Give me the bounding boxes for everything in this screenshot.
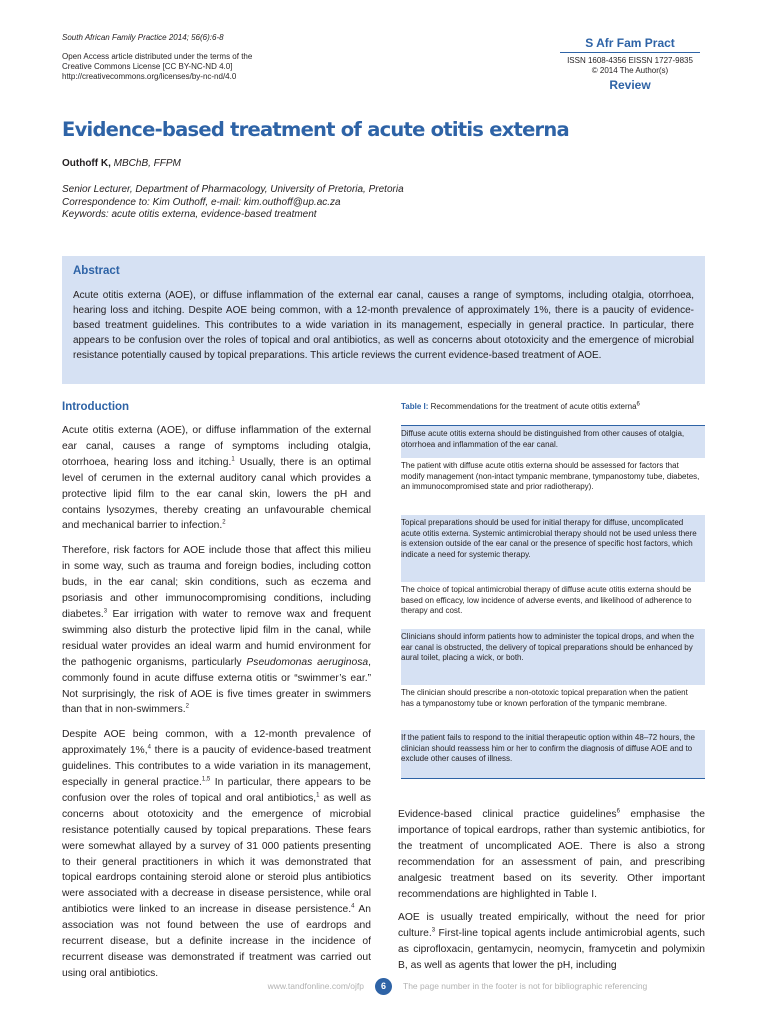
reference-mark: 2 [185, 703, 189, 710]
page-number: 6 [375, 978, 392, 995]
organism-name: Pseudomonas aeruginosa [246, 656, 369, 668]
paragraph: AOE is usually treated empirically, without the need for prior culture.$^3$ First-line topical agents include antimicrobial agents, such as ciprofloxacin, gentamycin, neomycin, framycetin and polymixin B, as well as agents that lower the pH, including [398, 912, 705, 972]
introduction-heading: Introduction [62, 401, 130, 413]
reference-mark: 3 [103, 608, 108, 615]
reference-mark: 6 [616, 808, 620, 815]
right-column [398, 807, 705, 982]
license-line: Open Access article distributed under the terms of the [62, 52, 253, 61]
paragraph: Therefore, risk factors for AOE include those that affect this milieu in some way, such as trauma and foreign bodies, including cotton buds, in the ear canal; skin conditions, such as eczema and psoriasis and other immunocompromising conditions, including diabetes.$^3$ Ear irrigation with water to remove wax and frequent swimming also disturb the protective lipid film in the canal, while residual water provides an ideal warm and humid environment for the pathogenic organisms, particularly Pseudomonas aeruginosa, commonly found in acute diffuse externa otitis or “swimmer’s ear.” Not surprisingly, the risk of AOE is five times greater in swimmers than that in non-swimmers.$^2$ [62, 545, 371, 716]
reference-mark: 2 [222, 520, 226, 527]
table-row: Diffuse acute otitis externa should be distinguished from other causes of otalgia, otorrhoea and inflammation of the ear canal. [401, 426, 705, 458]
table-label: Table I: [401, 402, 429, 411]
table-row: The clinician should prescribe a non-ototoxic topical preparation when the patient has a tympanostomy tube or known perforation of the tympanic membrane. [401, 688, 688, 708]
reference-mark: 1 [231, 456, 235, 463]
table-row: Topical preparations should be used for initial therapy for diffuse, uncomplicated acute otitis externa. Systemic antimicrobial therapy should not be used unless there is extension outside of the ear canal or the presence of specific host factors, which indicate a need for systemic therapy. [401, 515, 705, 582]
table-row: The choice of topical antimicrobial therapy of diffuse acute otitis externa should be based on efficacy, low incidence of adverse events, and likelihood of adherence to therapy and cost. [401, 585, 692, 615]
reference-mark: 6 [636, 401, 640, 408]
reference-mark: 4 [147, 744, 151, 751]
license-line: Creative Commons License [CC BY-NC-ND 4.0] [62, 62, 233, 71]
article-type: Review [609, 78, 651, 92]
header-right [560, 36, 700, 92]
recommendations-table [401, 426, 705, 778]
journal-citation: South African Family Practice 2014; 56(6):6-8 [62, 33, 224, 42]
table-row: If the patient fails to respond to the initial therapeutic option within 48–72 hours, the clinician should reassess him or her to confirm the diagnosis of diffuse AOE and to exclude other causes of illness. [401, 730, 705, 778]
header-left [62, 33, 252, 82]
author-degrees: MBChB, FFPM [113, 158, 181, 169]
abstract-heading: Abstract [73, 265, 120, 277]
correspondence: Correspondence to: Kim Outhoff, e-mail: kim.outhoff@up.ac.za [62, 196, 341, 208]
paragraph: Acute otitis externa (AOE), or diffuse inflammation of the external ear canal, causes a range of symptoms including otalgia, otorrhoea, hearing loss and itching.$^1$ Usually, there is an optimal level of cerumen in the external auditory canal which provides a protective lipid film to the ear canal skin, lowers the pH and contains lysozymes, thereby creating an unfavourable chemical and mechanical barrier to infection.$^2$ [62, 425, 371, 532]
license-notice [62, 52, 252, 82]
paragraph: Despite AOE being common, with a 12-month prevalence of approximately 1%,$^4$ there is a paucity of evidence-based treatment guidelines. This contributes to a wide variation in its management, especially in general practice.$^{1,5}$ In particular, there appears to be confusion over the roles of topical and oral antibiotics,$^1$ as well as concerns about ototoxicity and the emergence of microbial resistance potentially caused by topical preparations. These fears were somewhat allayed by a survey of 31 000 patients presenting to their general practitioners in which it was demonstrated that topical eardrops containing steroid alone or steroid plus antibiotics were associated with a decrease in disease persistence, while oral antibiotics were linked to an increase in disease persistence.$^4$ An association was not found between the use of eardrops and recurrent disease, but a definite increase in the incidence of recurrent disease was demonstrated if treatment was carried out using oral antibiotics. [62, 729, 372, 979]
reference-mark: 1,5 [201, 776, 211, 783]
affiliation-block [62, 184, 404, 222]
keywords: Keywords: acute otitis externa, evidence-based treatment [62, 209, 317, 220]
issn: ISSN 1608-4356 EISSN 1727-9835 [567, 56, 693, 65]
footer-url[interactable]: www.tandfonline.com/ojfp [267, 981, 364, 991]
table-row: Clinicians should inform patients how to administer the topical drops, and when the ear canal is obstructed, the delivery of topical preparations should be enhanced by aural toilet, placing a wick, or both. [401, 629, 705, 685]
author-line [62, 158, 181, 170]
table-row: The patient with diffuse acute otitis externa should be assessed for factors that modify management (non-intact tympanic membrane, tympanostomy tube, diabetes, an immunocompromised state and prior radiotherapy). [401, 461, 700, 491]
journal-name: S Afr Fam Pract [585, 36, 675, 50]
header-rule [560, 52, 700, 53]
reference-mark: 3 [431, 927, 436, 934]
copyright: © 2014 The Author(s) [591, 66, 669, 75]
reference-mark: 1 [316, 792, 320, 799]
affiliation: Senior Lecturer, Department of Pharmacology, University of Pretoria, Pretoria [62, 184, 404, 195]
article-title: Evidence-based treatment of acute otitis externa [62, 118, 569, 141]
license-url[interactable]: http://creativecommons.org/licenses/by-nc-nd/4.0 [62, 72, 237, 81]
table-caption: Table I: Recommendations for the treatment of acute otitis externa$^6$ [401, 401, 640, 411]
author-name: Outhoff K, [62, 158, 111, 169]
paragraph: Evidence-based clinical practice guidelines$^6$ emphasise the importance of topical eardrops, rather than systemic antibiotics, for the treatment of uncomplicated AOE. There is also a strong recommendation for an assessment of pain, and prescribing analgesic treatment based on its severity. Other important recommendations are highlighted in Table I. [398, 808, 705, 900]
abstract-box [62, 256, 705, 384]
table-bottom-rule [401, 778, 705, 779]
abstract-text: Acute otitis externa (AOE), or diffuse inflammation of the external ear canal, causes a range of symptoms, including otalgia, otorrhoea, hearing loss and itching. Despite AOE being common, with a 12-month prevalence of approximately 1%, there is a paucity of evidence-based treatment guidelines. This contributes to a wide variation in its management, especially in general practice. In particular, there appears to be confusion over the roles of topical and oral antibiotics, as well as concerns about ototoxicity and the emergence of microbial resistance potentially caused by topical preparations. This article reviews the current evidence-based treatment of AOE. [73, 290, 694, 361]
reference-mark: 4 [351, 903, 355, 910]
footer-note: The page number in the footer is not for bibliographic referencing [403, 981, 648, 991]
left-column [62, 423, 371, 982]
